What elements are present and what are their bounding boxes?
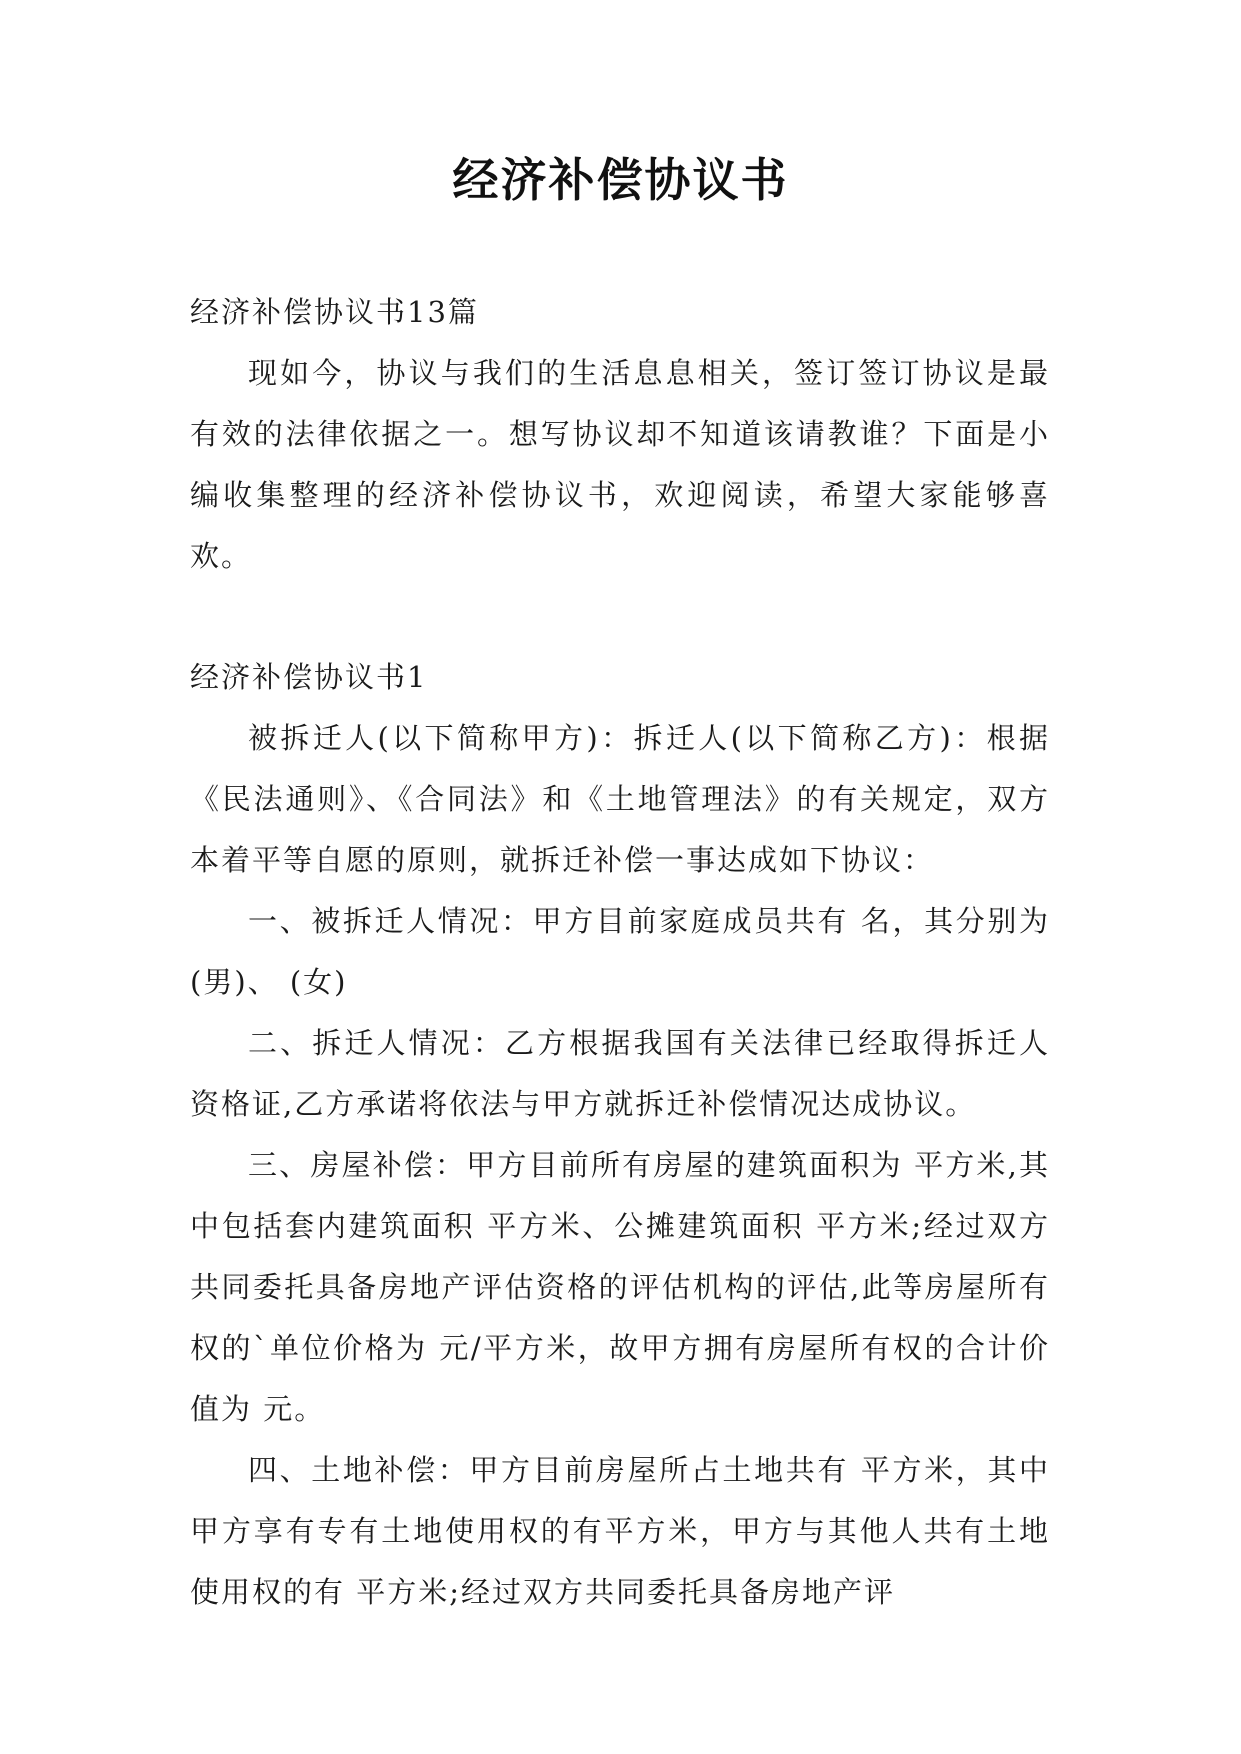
paragraph-parties: 被拆迁人(以下简称甲方)：拆迁人(以下简称乙方)：根据《民法通则》、《合同法》和《土地管理法》的有关规定，双方本着平等自愿的原则，就拆迁补偿一事达成如下协议： [190, 721, 1050, 877]
section-heading: 经济补偿协议书1 [190, 660, 428, 694]
section-spacer [190, 587, 1050, 647]
document-body [190, 282, 1050, 1623]
intro-paragraph: 现如今，协议与我们的生活息息相关，签订签订协议是最有效的法律依据之一。想写协议却不知道该请教谁？下面是小编收集整理的经济补偿协议书，欢迎阅读，希望大家能够喜欢。 [190, 356, 1050, 573]
paragraph-clause-3: 三、房屋补偿：甲方目前所有房屋的建筑面积为 平方米,其中包括套内建筑面积 平方米、公摊建筑面积 平方米;经过双方共同委托具备房地产评估资格的评估机构的评估,此等房屋所有权的`单位价格为 元/平方米，故甲方拥有房屋所有权的合计价值为 元。 [190, 1148, 1050, 1426]
paragraph-clause-1: 一、被拆迁人情况：甲方目前家庭成员共有 名，其分别为 (男)、 (女) [190, 904, 1050, 999]
paragraph-clause-4: 四、土地补偿：甲方目前房屋所占土地共有 平方米，其中甲方享有专有土地使用权的有平方米，甲方与其他人共有土地使用权的有 平方米;经过双方共同委托具备房地产评 [190, 1453, 1050, 1609]
document-subtitle: 经济补偿协议书13篇 [190, 295, 479, 329]
paragraph-clause-2: 二、拆迁人情况：乙方根据我国有关法律已经取得拆迁人资格证,乙方承诺将依法与甲方就拆迁补偿情况达成协议。 [190, 1026, 1050, 1121]
document-title: 经济补偿协议书 [452, 153, 789, 207]
